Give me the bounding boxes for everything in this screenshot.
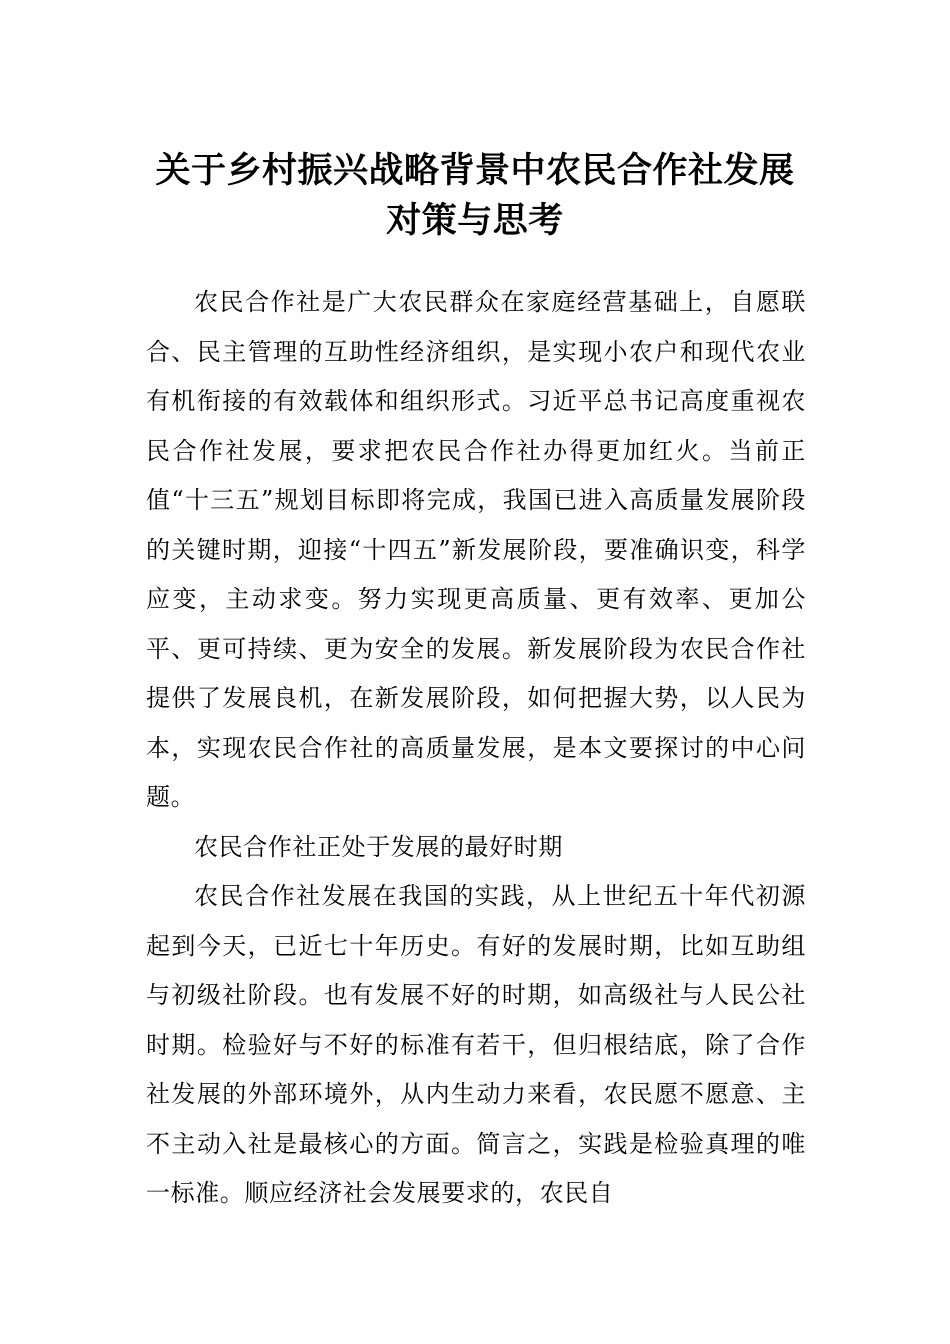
document-title: [0, 146, 950, 246]
paragraph-intro: 农民合作社是广大农民群众在家庭经营基础上，自愿联合、民主管理的互助性经济组织，是实现小农户和现代农业有机衔接的有效载体和组织形式。习近平总书记高度重视农民合作社发展，要求把农民合作社办得更加红火。当前正值“十三五”规划目标即将完成，我国已进入高质量发展阶段的关键时期，迎接“十四五”新发展阶段，要准确识变，科学应变，主动求变。努力实现更高质量、更有效率、更加公平、更可持续、更为安全的发展。新发展阶段为农民合作社提供了发展良机，在新发展阶段，如何把握大势，以人民为本，实现农民合作社的高质量发展，是本文要探讨的中心问题。: [146, 288, 806, 811]
section-heading: 农民合作社正处于发展的最好时期: [194, 832, 563, 861]
document-body: [146, 278, 806, 1219]
title-line-1: 关于乡村振兴战略背景中农民合作社发展: [155, 150, 795, 191]
paragraph-history: 农民合作社发展在我国的实践，从上世纪五十年代初源起到今天，已近七十年历史。有好的发展时期，比如互助组与初级社阶段。也有发展不好的时期，如高级社与人民公社时期。检验好与不好的标准有若干，但归根结底，除了合作社发展的外部环境外，从内生动力来看，农民愿不愿意、主不主动入社是最核心的方面。简言之，实践是检验真理的唯一标准。顺应经济社会发展要求的，农民自: [146, 882, 806, 1207]
title-line-2: 对策与思考: [386, 200, 564, 241]
